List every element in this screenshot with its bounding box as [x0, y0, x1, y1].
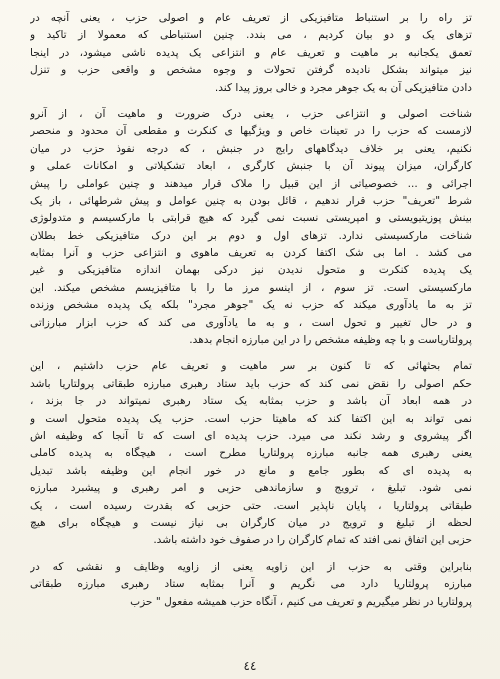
text-line: نمی شود. تبلیغ ، ترویج و سازماندهی حزبی و امر رهبری و پیشبرد مبارزه	[30, 482, 472, 495]
paragraph	[30, 106, 472, 349]
text-line: می کشد . اما بی شک اکتفا کردن به تعریف ماهوی و انتزاعی حزب و آنرا بمثابه	[30, 247, 472, 260]
text-line: لحظه از تبلیغ و ترویج در میان کارگران بی نیاز نیست و هیچگاه برای هیچ	[30, 516, 472, 529]
text-line: نمی تواند به این اکتفا کند که ماهیتا حزب است. حزب یک پدیده متحول است و	[30, 412, 472, 425]
text-line: شرط "تعریف" حزب قرار ندهیم ، قائل بودن به چنین عوامل و پیش شرطهائی ، باز یک	[30, 194, 472, 207]
text-line: تمام بحثهائی که تا کنون بر سر ماهیت و تعریف عام حزب داشتیم ، این	[30, 360, 472, 373]
text-line: پرولتاریاست و با چه وظیفه مشخص را در این مبارزه انجام بدهد.	[189, 334, 472, 347]
page-number: ٤٤	[243, 659, 257, 673]
text-line: حکم اصولی را نقض نمی کند که حزب باید ستاد رهبری مبارزه طبقاتی پرولتاریا باشد	[30, 377, 472, 390]
paragraph-gap	[30, 550, 472, 559]
text-line: تعمق یکجانبه بر ماهیت و تعریف عام و انتزاعی یک پدیده ناشی میشود، در اینجا	[30, 46, 472, 59]
text-line: شناخت اصولی و انتزاعی حزب ، یعنی درک ضرورت و ماهیت آن ، از آنرو	[30, 107, 472, 120]
text-line: یعنی رهبری همه جانبه مبارزه پرولتاریا مطرح است ، هیچگاه به پدیده کاملی	[30, 447, 472, 460]
text-line: نکنیم، یعنی بر خلاف دیدگاههای رایج در جنبش ، که درجه نفوذ حزب در میان	[30, 142, 472, 155]
text-line: یک پدیده کنکرت و متحول ندیدن نیز درکی بهمان اندازه متافیزیکی و غیر	[30, 264, 472, 277]
text-line: بینش پوزیتیویستی و امپریستی نسبت نمی گیرد که هیچ قرابتی با مارکسیسم و متدولوژی	[30, 212, 472, 225]
text-line: پرولتاریا در نظر میگیریم و تعریف می کنیم ، آنگاه حزب همیشه مفعول " حزب	[130, 595, 472, 608]
paragraph	[30, 10, 472, 97]
paragraph	[30, 559, 472, 611]
text-line: بنابراین وقتی به حزب از این زاویه یعنی از زاویه وظایف و نقشی که در	[30, 560, 472, 573]
text-line: تز به ما یادآوری میکند که حزب نه یک "جوهر مجرد" بلکه یک پدیده مشخص وزنده	[30, 299, 472, 312]
text-line: مبارزه پرولتاریا دارد می نگریم و آنرا بمثابه ستاد رهبری مبارزه طبقاتی	[30, 578, 472, 591]
paragraph-gap	[30, 349, 472, 358]
text-line: به پدیده ای که بطور جامع و مانع در خور انجام این وظیفه باشد تبدیل	[30, 464, 472, 477]
text-line: شناخت مارکسیستی ندارد. تزهای اول و دوم بر این درک متافیزیکی خط بطلان	[30, 229, 472, 242]
text-line: تزهای یک و دو بیان کردیم ، می بندد. چنین استنباطی که معمولا از تاکید و	[30, 29, 472, 42]
text-line: در همه ابعاد آن باشد و حزب بمثابه یک ستاد رهبری نمیتواند در جا بزند ،	[30, 395, 472, 408]
text-line: دادن متافیزیکی آن به یک جوهر مجرد و خالی بروز پیدا کند.	[214, 81, 472, 94]
text-line: نیز میتواند بشکل نادیده گرفتن تحولات و وجوه مشخص و واقعی حزب و تنزل	[30, 64, 472, 77]
text-line: کارگران، میزان پیوند آن با جنبش کارگری ، ابعاد تشکیلاتی و امکانات عملی و	[30, 160, 472, 173]
text-line: اگر پیشروی و رشد نکند می میرد. حزب پدیده ای است که تا آنجا که وظیفه اش	[30, 429, 472, 442]
text-line: تز راه را بر استنباط متافیزیکی از تعریف عام و اصولی حزب ، یعنی آنچه در	[30, 12, 472, 24]
text-line: مارکسیستی است. تز سوم ، از اینسو مرز ما را با متافیزیسم مشخص میکند. این	[30, 281, 472, 294]
paragraph-gap	[30, 97, 472, 106]
paragraph	[30, 358, 472, 549]
text-line: اجرائی و ... خصوصیاتی از این قبیل را ملاک قرار میدهند و چنین عواملی را پیش	[30, 177, 472, 190]
text-line: طبقاتی پرولتاریا ، پایان ناپذیر است. حتی حزبی که بقدرت رسیده است ، یک	[30, 499, 472, 512]
text-line: و در حال تغییر و تحول است ، و به ما یادآوری می کند که حزب ابزار مبارزاتی	[30, 316, 472, 329]
text-line: لازمست که حزب را در تعینات خاص و ویژگیها ی کنکرت و مقطعی آن محدود و منحصر	[30, 125, 472, 138]
text-line: حزبی این اتفاق نمی افتد که تمام کارگران را در صفوف خود داشته باشد.	[153, 534, 472, 547]
body-text	[30, 10, 472, 611]
